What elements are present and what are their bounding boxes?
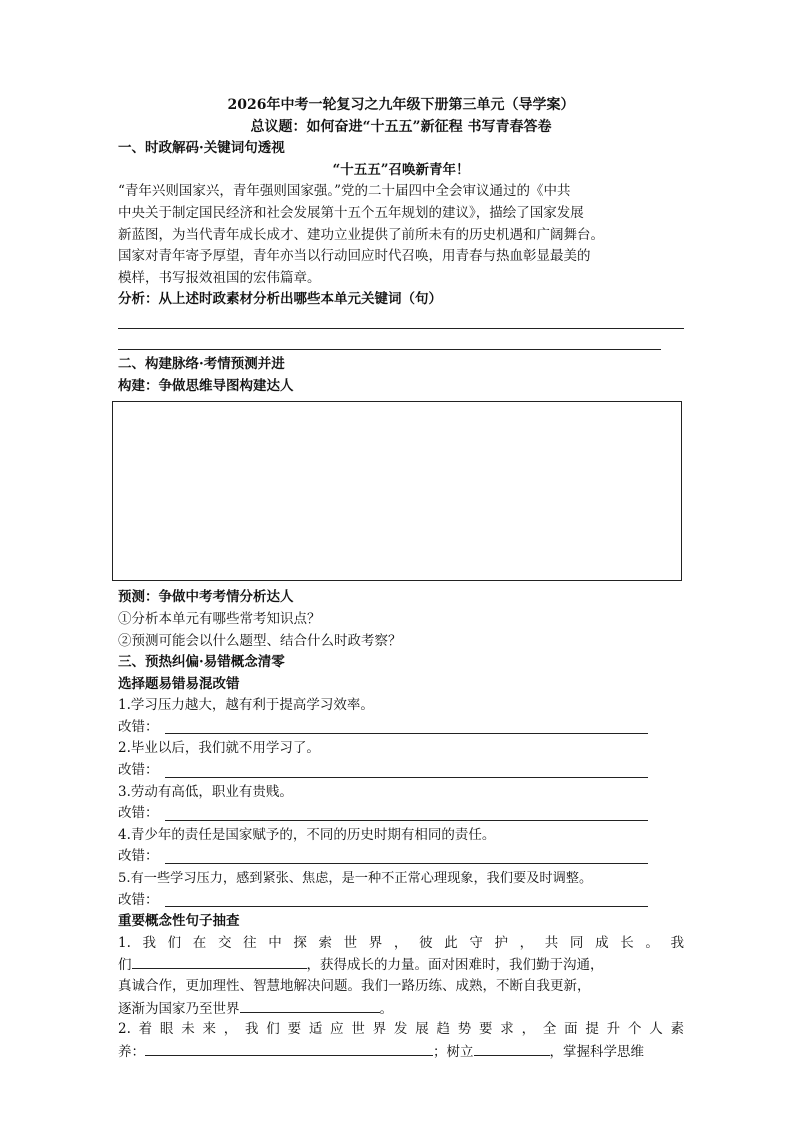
correction-blank[interactable] <box>165 805 649 821</box>
paragraph-line: 中央关于制定国民经济和社会发展第十五个五年规划的建议》，描绘了国家发展 <box>118 204 584 221</box>
paragraph-line: “青年兴则国家兴，青年强则国家强。”党的二十届四中全会审议通过的《中共 <box>118 183 571 200</box>
correction-blank[interactable] <box>165 762 649 778</box>
build-prompt: 构建：争做思维导图构建达人 <box>118 377 294 394</box>
predict-question-2: ②预测可能会以什么题型、结合什么时政考察？ <box>118 632 402 649</box>
correction-label: 改错： <box>118 805 159 822</box>
correction-row <box>118 846 648 868</box>
error-item: 4.青少年的责任是国家赋予的，不同的历史时期有相同的责任。 <box>118 826 496 843</box>
concept-blank[interactable] <box>132 954 307 969</box>
concept-line <box>118 998 684 1020</box>
correction-blank[interactable] <box>165 891 649 907</box>
error-correction-heading: 选择题易错易混改错 <box>118 675 240 692</box>
error-item: 2.毕业以后，我们就不用学习了。 <box>118 740 320 757</box>
page-subtitle: 总议题：如何奋进“十五五”新征程 书写青春答卷 <box>250 118 552 135</box>
concept-line <box>118 1041 684 1063</box>
paragraph-line: 模样，书写报效祖国的宏伟篇章。 <box>118 269 321 286</box>
answer-line[interactable] <box>118 333 661 355</box>
concept-text: ，获得成长的力量。面对困难时，我们勤于沟通， <box>306 957 604 974</box>
correction-row <box>118 890 648 912</box>
concept-line: 真诚合作，更加理性、智慧地解决问题。我们一路历练、成熟，不断自我更新， <box>118 978 591 994</box>
correction-label: 改错： <box>118 762 159 779</box>
predict-question-1: ①分析本单元有哪些常考知识点？ <box>118 610 321 627</box>
concept-text: 养： <box>118 1043 145 1060</box>
concept-check-heading: 重要概念性句子抽查 <box>118 913 240 930</box>
predict-prompt: 预测：争做中考考情分析达人 <box>118 589 294 606</box>
concept-blank[interactable] <box>145 1041 433 1056</box>
section1-heading: 一、时政解码·关键词句透视 <box>118 140 285 157</box>
concept-text: 。 <box>379 1000 393 1017</box>
correction-row <box>118 717 648 739</box>
mind-map-box[interactable] <box>112 401 682 581</box>
correction-label: 改错： <box>118 848 159 865</box>
error-item: 5.有一些学习压力，感到紧张、焦虑，是一种不正常心理现象，我们要及时调整。 <box>118 871 593 887</box>
paragraph-line: 新蓝图，为当代青年成长成才、建功立业提供了前所未有的历史机遇和广阔舞台。 <box>118 226 604 243</box>
correction-label: 改错： <box>118 891 159 908</box>
correction-blank[interactable] <box>165 718 649 734</box>
concept-text: ，掌握科学思维 <box>549 1043 644 1060</box>
correction-label: 改错： <box>118 718 159 735</box>
concept-text: 逐渐为国家乃至世界 <box>118 1000 240 1017</box>
correction-blank[interactable] <box>165 848 649 864</box>
concept-blank[interactable] <box>474 1041 550 1056</box>
error-item: 3.劳动有高低，职业有贵贱。 <box>118 783 293 800</box>
answer-line[interactable] <box>118 311 684 333</box>
correction-row <box>118 760 648 782</box>
section3-heading: 三、预热纠偏·易错概念清零 <box>118 654 285 671</box>
paragraph-line: 国家对青年寄予厚望，青年亦当以行动回应时代召唤，用青春与热血彰显最美的 <box>118 248 591 265</box>
concept-line <box>118 954 684 976</box>
page-title: 2026年中考一轮复习之九年级下册第三单元（导学案） <box>227 97 575 113</box>
concept-text: 们 <box>118 957 132 974</box>
concept-line: 1.我们在交往中探索世界，彼此守护，共同成长。我 <box>118 934 684 951</box>
concept-text: ；树立 <box>433 1043 474 1060</box>
news-title: “十五五”召唤新青年！ <box>332 161 470 178</box>
analysis-prompt: 分析：从上述时政素材分析出哪些本单元关键词（句） <box>118 291 442 308</box>
concept-blank[interactable] <box>240 998 380 1013</box>
section2-heading: 二、构建脉络·考情预测并进 <box>118 356 285 373</box>
correction-row <box>118 803 648 825</box>
error-item: 1.学习压力越大，越有利于提高学习效率。 <box>118 697 374 714</box>
concept-line: 2.着眼未来，我们要适应世界发展趋势要求，全面提升个人素 <box>118 1021 684 1038</box>
worksheet-page <box>118 95 684 1062</box>
